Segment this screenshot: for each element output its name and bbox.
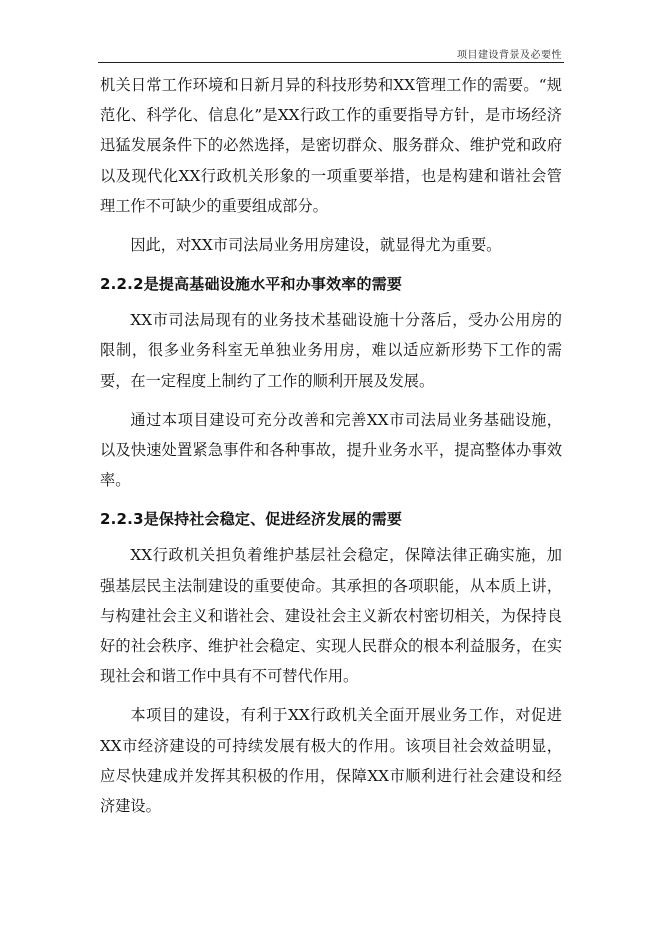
page-header <box>98 40 564 63</box>
paragraph-facilities-status: XX市司法局现有的业务技术基础设施十分落后，受办公用房的限制，很多业务科室无单独业务用房，难以适应新形势下工作的需要，在一定程度上制约了工作的顺利开展及发展。 <box>100 311 562 390</box>
paragraph-project-benefit: 本项目的建设，有利于XX行政机关全面开展业务工作，对促进XX市经济建设的可持续发展有极大的作用。该项目社会效益明显，应尽快建成并发挥其积极的作用，保障XX市顺利进行社会建设和经济建设。 <box>100 706 562 816</box>
paragraph-facilities-improvement: 通过本项目建设可充分改善和完善XX市司法局业务基础设施，以及快速处置紧急事件和各种事故，提升业务水平，提高整体办事效率。 <box>100 410 562 490</box>
section-heading-2-2-3: 2.2.3是保持社会稳定、促进经济发展的需要 <box>100 510 403 529</box>
running-title: 项目建设背景及必要性 <box>457 50 562 61</box>
paragraph-social-stability: XX行政机关担负着维护基层社会稳定，保障法律正确实施，加强基层民主法制建设的重要使命。其承担的各项职能，从本质上讲，与构建社会主义和谐社会、建设社会主义新农村密切相关，为保持良好的社会秩序、维护社会稳定、实现人民群众的根本利益服务，在实现社会和谐工作中具有不可替代作用。 <box>100 546 562 686</box>
paragraph-intro-continuation: 机关日常工作环境和日新月异的科技形势和XX管理工作的需要。“规范化、科学化、信息化”是XX行政工作的重要指导方针，是市场经济迅猛发展条件下的必然选择，是密切群众、服务群众、维护党和政府以及现代化XX行政机关形象的一项重要举措，也是构建和谐社会管理工作不可缺少的重要组成部分。 <box>100 76 562 215</box>
section-heading-2-2-2: 2.2.2是提高基础设施水平和办事效率的需要 <box>100 275 403 294</box>
paragraph-conclusion: 因此，对XX市司法局业务用房建设，就显得尤为重要。 <box>130 236 502 255</box>
document-body <box>100 70 562 830</box>
